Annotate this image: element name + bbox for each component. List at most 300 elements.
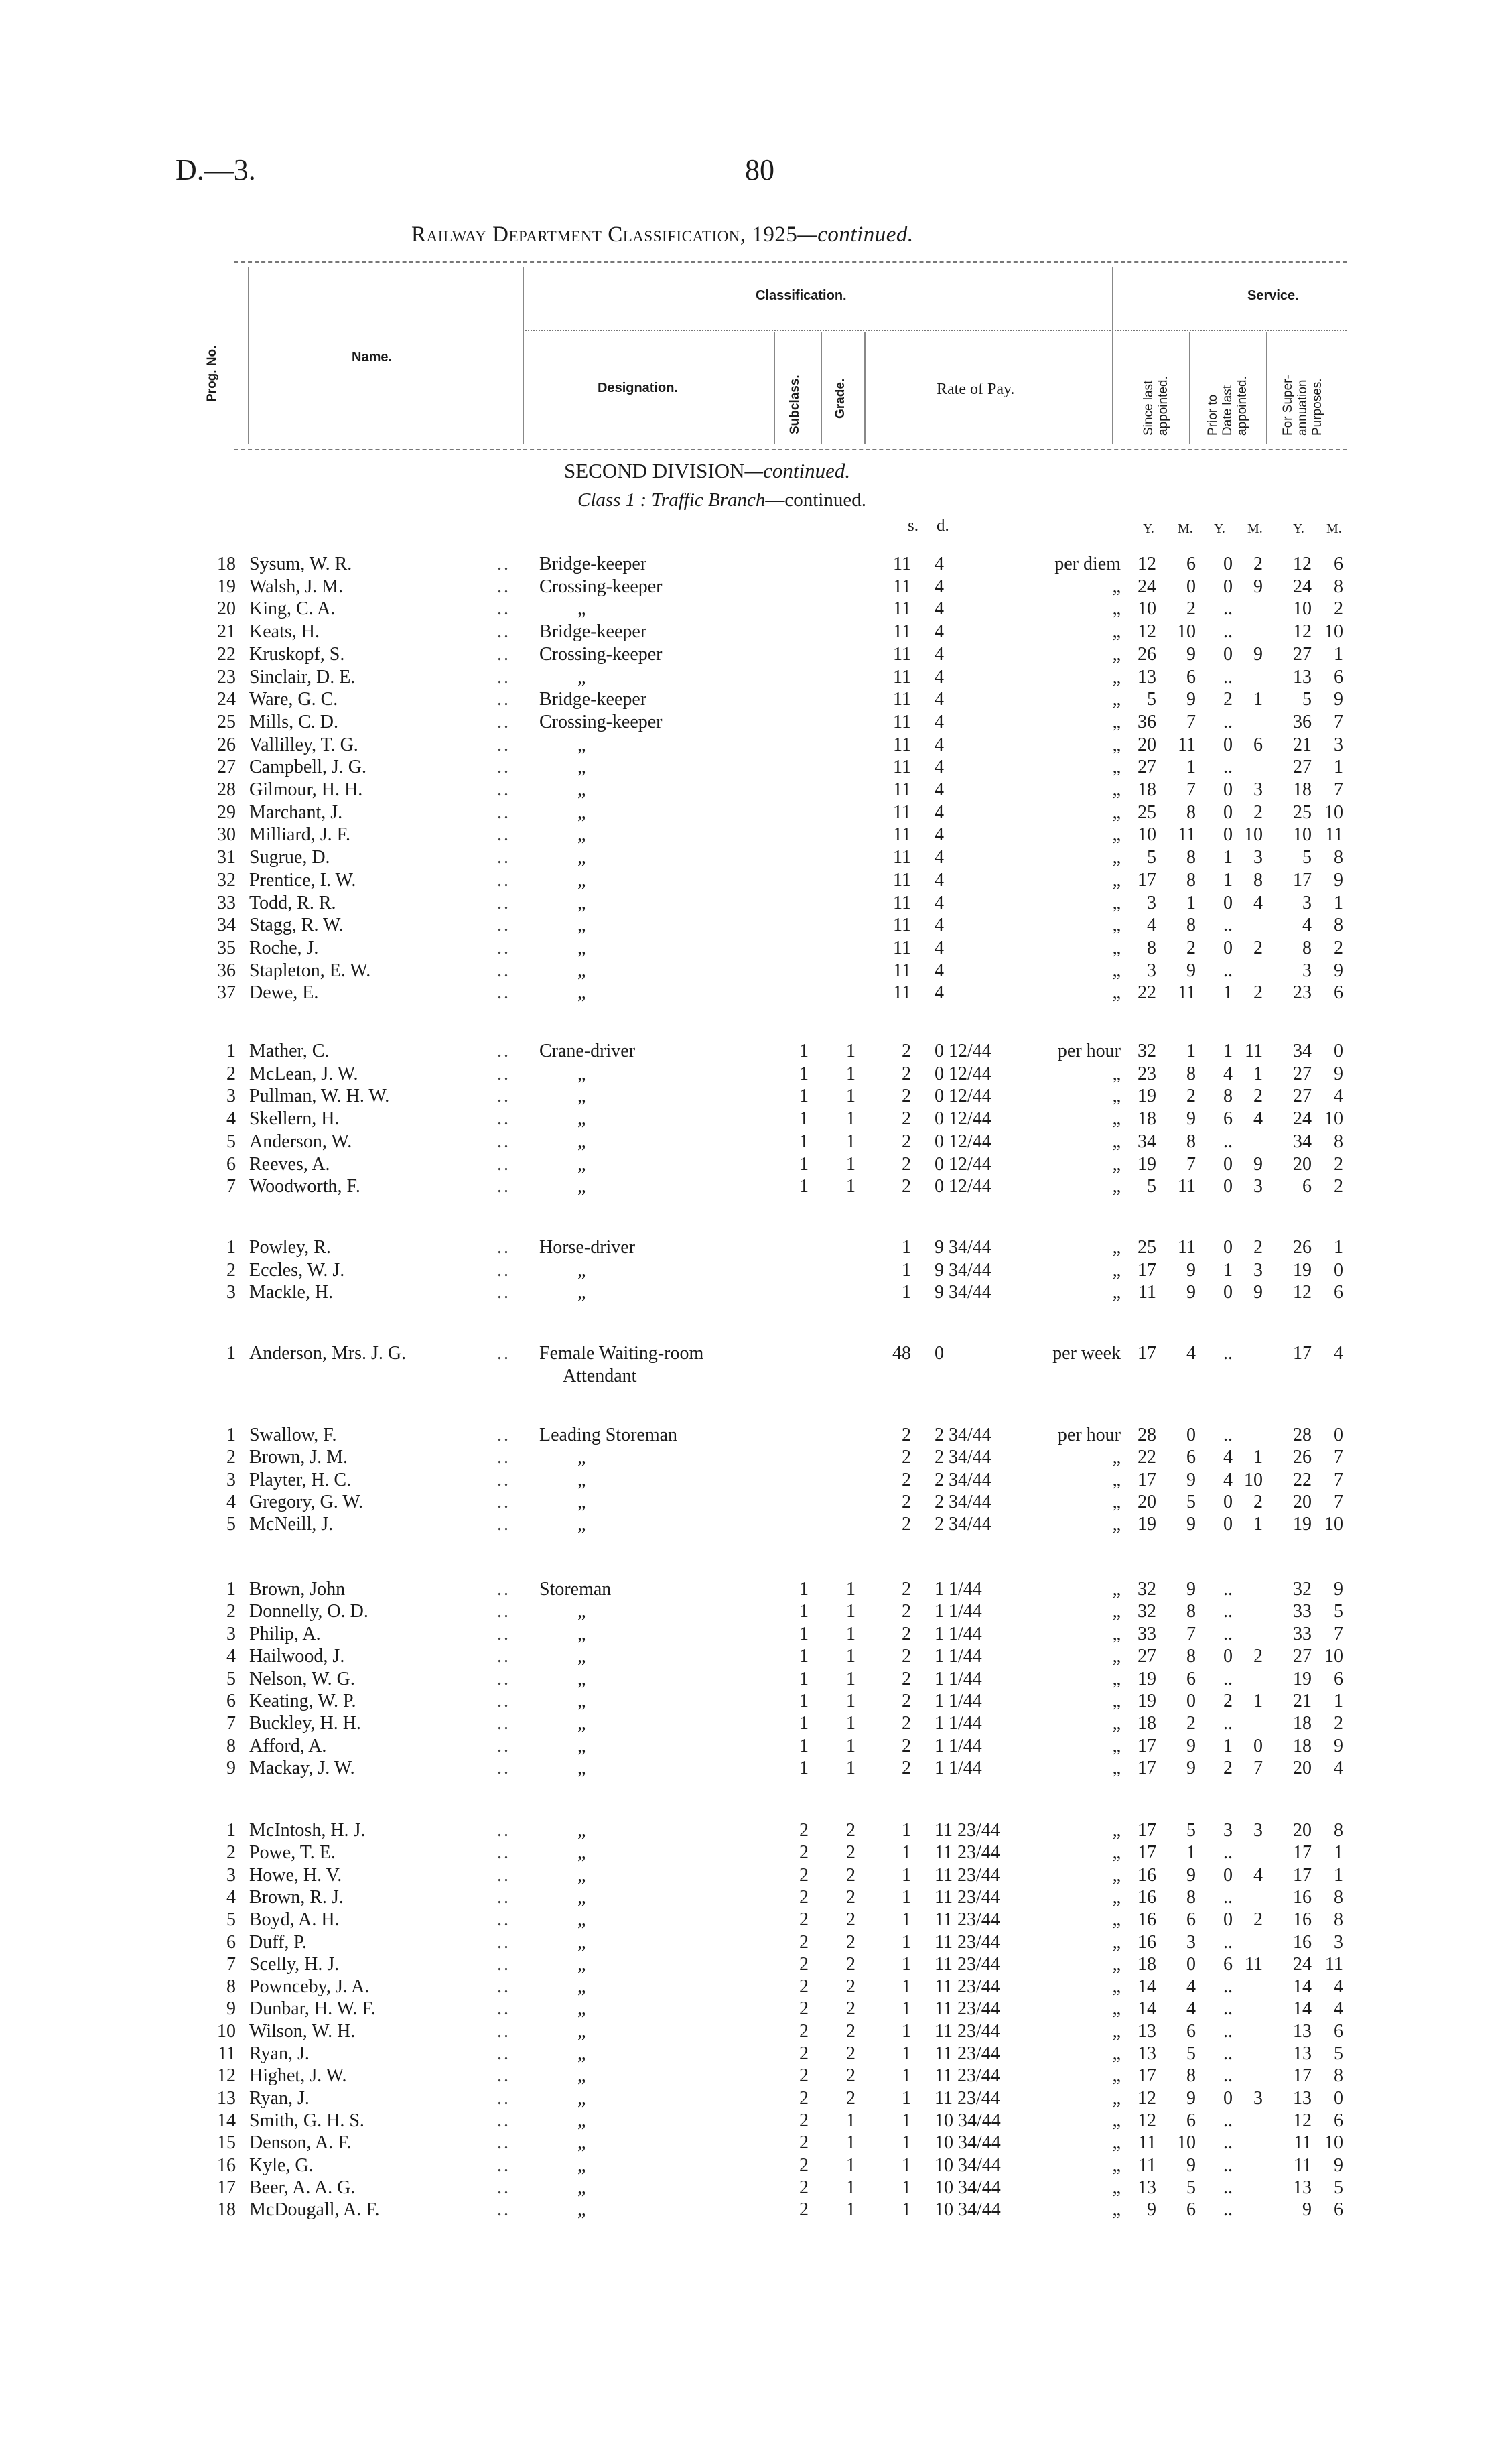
service-prior-months: 1 (1253, 1447, 1263, 1468)
service-prior-months: 3 (1253, 1820, 1263, 1841)
rate-period: „ (1112, 1954, 1121, 1975)
service-superann-years: 21 (1293, 734, 1312, 755)
col-service: Service. (1247, 288, 1299, 303)
service-prior-years: .. (1223, 2177, 1233, 2198)
subclass: 2 (799, 1998, 809, 2019)
service-superann-years: 21 (1293, 1691, 1312, 1711)
designation: „ (577, 1909, 586, 1930)
staff-name: Boyd, A. H. (249, 1909, 340, 1930)
rate-pence: 0 12/44 (935, 1154, 991, 1175)
grade: 1 (846, 2132, 855, 2153)
service-superann-years: 24 (1293, 1954, 1312, 1975)
staff-name: Ryan, J. (249, 2088, 310, 2109)
header-bottom-rule (234, 449, 1347, 450)
service-superann-months: 10 (1324, 1646, 1343, 1667)
service-superann-years: 18 (1293, 779, 1312, 800)
staff-name: Kyle, G. (249, 2155, 314, 2176)
service-since-years: 34 (1138, 1131, 1156, 1152)
leader-dots: .. (497, 689, 510, 710)
rate-pence: 4 (935, 598, 944, 619)
leader-dots: .. (497, 779, 510, 800)
prog-number: 4 (226, 1646, 236, 1667)
service-since-months: 4 (1186, 1998, 1196, 2019)
service-since-months: 7 (1186, 1624, 1196, 1644)
staff-name: Walsh, J. M. (249, 576, 344, 597)
rate-pence: 11 23/44 (935, 1976, 1000, 1997)
service-since-years: 25 (1138, 1237, 1156, 1258)
service-prior-months: 3 (1253, 779, 1263, 800)
service-since-months: 6 (1186, 1909, 1196, 1930)
staff-name: Denson, A. F. (249, 2132, 352, 2153)
service-since-years: 18 (1138, 1954, 1156, 1975)
staff-name: Gregory, G. W. (249, 1492, 364, 1512)
staff-name: Ryan, J. (249, 2043, 310, 2064)
rate-pence: 1 1/44 (935, 1736, 982, 1756)
rate-shillings: 2 (902, 1646, 911, 1667)
designation: „ (577, 1646, 586, 1667)
page-title-suffix: —continued. (797, 222, 914, 247)
leader-dots: .. (497, 1601, 510, 1622)
designation: „ (577, 779, 586, 800)
col-divider (248, 267, 249, 444)
subclass: 1 (799, 1646, 809, 1667)
leader-dots: .. (497, 1909, 510, 1930)
col-divider (1266, 332, 1267, 444)
service-superann-years: 23 (1293, 982, 1312, 1003)
service-since-years: 16 (1138, 1887, 1156, 1908)
service-superann-years: 3 (1302, 893, 1312, 913)
leader-dots: .. (497, 960, 510, 981)
rate-period: „ (1112, 1713, 1121, 1734)
rate-pence: 2 34/44 (935, 1470, 991, 1490)
rate-pence: 10 34/44 (935, 2155, 1001, 2176)
leader-dots: .. (497, 2155, 510, 2176)
designation: „ (577, 960, 586, 981)
service-since-months: 6 (1186, 554, 1196, 574)
service-prior-years: 3 (1223, 1820, 1233, 1841)
leader-dots: .. (497, 915, 510, 935)
service-since-years: 4 (1147, 915, 1156, 935)
col-rate-of-pay: Rate of Pay. (937, 381, 1015, 398)
rate-pence: 0 12/44 (935, 1063, 991, 1084)
service-since-years: 13 (1138, 2021, 1156, 2042)
service-since-months: 11 (1178, 982, 1196, 1003)
service-superann-years: 27 (1293, 1086, 1312, 1106)
rate-pence: 4 (935, 621, 944, 642)
subclass: 1 (799, 1579, 809, 1600)
grade: 1 (846, 1669, 855, 1689)
staff-name: Wilson, W. H. (249, 2021, 356, 2042)
service-superann-months: 6 (1334, 1669, 1343, 1689)
service-superann-months: 8 (1334, 915, 1343, 935)
service-prior-years: .. (1223, 1624, 1233, 1644)
service-since-months: 8 (1186, 2065, 1196, 2086)
staff-name: Beer, A. A. G. (249, 2177, 356, 2198)
service-superann-years: 13 (1293, 2043, 1312, 2064)
service-prior-years: 0 (1223, 802, 1233, 823)
service-since-months: 8 (1186, 1601, 1196, 1622)
prog-number: 3 (226, 1086, 236, 1106)
grade: 2 (846, 1932, 855, 1953)
grade: 1 (846, 1108, 855, 1129)
leader-dots: .. (497, 1282, 510, 1303)
service-superann-months: 1 (1334, 757, 1343, 777)
leader-dots: .. (497, 870, 510, 891)
prog-number: 33 (217, 893, 236, 913)
service-superann-years: 17 (1293, 1865, 1312, 1886)
designation: Crane-driver (539, 1041, 636, 1061)
service-prior-months: 3 (1253, 2088, 1263, 2109)
service-prior-years: .. (1223, 2199, 1233, 2220)
subclass: 2 (799, 2088, 809, 2109)
rate-pence: 0 12/44 (935, 1176, 991, 1197)
service-superann-months: 5 (1334, 2177, 1343, 2198)
grade: 1 (846, 2155, 855, 2176)
rate-shillings: 11 (893, 712, 911, 732)
service-superann-months: 10 (1324, 1108, 1343, 1129)
service-since-months: 11 (1178, 1176, 1196, 1197)
rate-shillings: 11 (893, 554, 911, 574)
service-superann-years: 13 (1293, 2088, 1312, 2109)
prog-number: 4 (226, 1887, 236, 1908)
rate-pence: 4 (935, 847, 944, 868)
service-superann-months: 8 (1334, 847, 1343, 868)
service-since-months: 6 (1186, 667, 1196, 688)
rate-pence: 4 (935, 960, 944, 981)
rate-pence: 11 23/44 (935, 2065, 1000, 2086)
designation: „ (577, 937, 586, 958)
service-superann-years: 25 (1293, 802, 1312, 823)
subclass: 1 (799, 1601, 809, 1622)
designation: „ (577, 598, 586, 619)
unit-months: M. (1326, 521, 1342, 536)
staff-name: Philip, A. (249, 1624, 321, 1644)
service-prior-months: 11 (1245, 1954, 1263, 1975)
designation: „ (577, 1131, 586, 1152)
designation: „ (577, 2065, 586, 2086)
rate-period: „ (1112, 1176, 1121, 1197)
service-since-years: 17 (1138, 1470, 1156, 1490)
service-prior-years: .. (1223, 1713, 1233, 1734)
service-superann-years: 17 (1293, 2065, 1312, 2086)
service-prior-years: .. (1223, 2155, 1233, 2176)
staff-name: Scelly, H. J. (249, 1954, 340, 1975)
service-superann-years: 16 (1293, 1887, 1312, 1908)
service-since-months: 10 (1177, 2132, 1196, 2153)
staff-name: Sinclair, D. E. (249, 667, 356, 688)
service-superann-months: 1 (1334, 644, 1343, 665)
staff-name: Anderson, W. (249, 1131, 352, 1152)
service-superann-months: 8 (1334, 1909, 1343, 1930)
service-superann-years: 34 (1293, 1041, 1312, 1061)
service-superann-months: 6 (1334, 667, 1343, 688)
service-prior-months: 2 (1253, 1646, 1263, 1667)
service-since-months: 9 (1186, 644, 1196, 665)
service-prior-years: 1 (1223, 847, 1233, 868)
staff-name: Stapleton, E. W. (249, 960, 371, 981)
service-superann-years: 22 (1293, 1470, 1312, 1490)
service-prior-years: 0 (1223, 554, 1233, 574)
service-superann-years: 24 (1293, 1108, 1312, 1129)
rate-period: „ (1112, 757, 1121, 777)
service-since-years: 18 (1138, 1108, 1156, 1129)
service-prior-years: .. (1223, 1932, 1233, 1953)
service-superann-months: 0 (1334, 1260, 1343, 1281)
service-prior-months: 4 (1253, 1108, 1263, 1129)
prog-number: 9 (226, 1998, 236, 2019)
prog-number: 16 (217, 2155, 236, 2176)
rate-pence: 1 1/44 (935, 1713, 982, 1734)
rate-shillings: 1 (902, 1865, 911, 1886)
rate-period: „ (1112, 1669, 1121, 1689)
grade: 1 (846, 1063, 855, 1084)
prog-number: 2 (226, 1260, 236, 1281)
staff-name: Donnelly, O. D. (249, 1601, 368, 1622)
service-prior-years: 4 (1223, 1470, 1233, 1490)
prog-number: 10 (217, 2021, 236, 2042)
rate-period: „ (1112, 870, 1121, 891)
service-superann-months: 3 (1334, 1932, 1343, 1953)
rate-period: „ (1112, 802, 1121, 823)
rate-shillings: 1 (902, 2021, 911, 2042)
leader-dots: .. (497, 1758, 510, 1778)
service-superann-months: 0 (1334, 1425, 1343, 1445)
prog-number: 8 (226, 1976, 236, 1997)
prog-number: 5 (226, 1131, 236, 1152)
designation: „ (577, 1470, 586, 1490)
subclass: 2 (799, 1909, 809, 1930)
prog-number: 11 (218, 2043, 236, 2064)
designation: „ (577, 2021, 586, 2042)
designation: „ (577, 2177, 586, 2198)
rate-period: „ (1112, 1108, 1121, 1129)
grade: 1 (846, 1176, 855, 1197)
rate-period: „ (1112, 1237, 1121, 1258)
designation: „ (577, 667, 586, 688)
service-superann-months: 7 (1334, 1624, 1343, 1644)
col-grade: Grade. (833, 378, 847, 419)
col-divider (774, 332, 775, 444)
unit-pence: d. (937, 517, 949, 535)
rate-shillings: 48 (892, 1343, 911, 1364)
staff-name: Reeves, A. (249, 1154, 330, 1175)
service-prior-years: 2 (1223, 689, 1233, 710)
service-superann-years: 17 (1293, 1842, 1312, 1863)
staff-name: Pullman, W. H. W. (249, 1086, 390, 1106)
service-since-months: 7 (1186, 1154, 1196, 1175)
rate-period: „ (1112, 1131, 1121, 1152)
designation: „ (577, 1063, 586, 1084)
service-superann-years: 24 (1293, 576, 1312, 597)
rate-period: per hour (1057, 1041, 1121, 1061)
service-prior-years: .. (1223, 1579, 1233, 1600)
prog-number: 8 (226, 1736, 236, 1756)
service-since-months: 9 (1186, 1108, 1196, 1129)
service-superann-years: 14 (1293, 1976, 1312, 1997)
service-superann-years: 18 (1293, 1736, 1312, 1756)
rate-pence: 2 34/44 (935, 1447, 991, 1468)
rate-pence: 4 (935, 712, 944, 732)
service-prior-months: 2 (1253, 1909, 1263, 1930)
leader-dots: .. (497, 1108, 510, 1129)
rate-shillings: 11 (893, 734, 911, 755)
service-superann-months: 9 (1334, 870, 1343, 891)
service-superann-years: 28 (1293, 1425, 1312, 1445)
leader-dots: .. (497, 667, 510, 688)
rate-pence: 4 (935, 667, 944, 688)
staff-name: Keating, W. P. (249, 1691, 356, 1711)
designation: „ (577, 1601, 586, 1622)
service-prior-years: .. (1223, 1976, 1233, 1997)
service-since-years: 28 (1138, 1425, 1156, 1445)
service-since-years: 22 (1138, 982, 1156, 1003)
subclass: 2 (799, 1820, 809, 1841)
rate-period: „ (1112, 1579, 1121, 1600)
service-prior-years: .. (1223, 757, 1233, 777)
rate-pence: 1 1/44 (935, 1758, 982, 1778)
leader-dots: .. (497, 824, 510, 845)
service-since-years: 18 (1138, 779, 1156, 800)
subclass: 2 (799, 2199, 809, 2220)
service-superann-months: 1 (1334, 1842, 1343, 1863)
leader-dots: .. (497, 1887, 510, 1908)
staff-name: Brown, John (249, 1579, 346, 1600)
service-prior-years: 4 (1223, 1447, 1233, 1468)
service-since-years: 11 (1138, 2155, 1156, 2176)
service-prior-years: 2 (1223, 1758, 1233, 1778)
service-since-years: 19 (1138, 1691, 1156, 1711)
rate-period: „ (1112, 2043, 1121, 2064)
designation-line2: Attendant (563, 1366, 637, 1386)
designation: „ (577, 1154, 586, 1175)
staff-name: Roche, J. (249, 937, 319, 958)
rate-shillings: 11 (893, 824, 911, 845)
rate-shillings: 11 (893, 870, 911, 891)
service-superann-years: 33 (1293, 1624, 1312, 1644)
service-prior-years: 0 (1223, 893, 1233, 913)
rate-period: „ (1112, 576, 1121, 597)
staff-name: Buckley, H. H. (249, 1713, 361, 1734)
designation: „ (577, 1932, 586, 1953)
rate-period: „ (1112, 1601, 1121, 1622)
subclass: 2 (799, 2132, 809, 2153)
leader-dots: .. (497, 847, 510, 868)
service-since-months: 8 (1186, 1131, 1196, 1152)
leader-dots: .. (497, 2065, 510, 2086)
unit-years: Y. (1143, 521, 1154, 536)
rate-shillings: 11 (893, 598, 911, 619)
service-since-years: 20 (1138, 734, 1156, 755)
designation: „ (577, 757, 586, 777)
service-superann-months: 0 (1334, 1041, 1343, 1061)
service-since-years: 16 (1138, 1932, 1156, 1953)
service-prior-years: 0 (1223, 1176, 1233, 1197)
rate-pence: 11 23/44 (935, 2088, 1000, 2109)
designation: „ (577, 2155, 586, 2176)
rate-shillings: 2 (902, 1624, 911, 1644)
rate-shillings: 2 (902, 1086, 911, 1106)
staff-name: Mackle, H. (249, 1282, 334, 1303)
subclass: 1 (799, 1063, 809, 1084)
leader-dots: .. (497, 2043, 510, 2064)
leader-dots: .. (497, 1669, 510, 1689)
prog-number: 34 (217, 915, 236, 935)
rate-shillings: 1 (902, 1842, 911, 1863)
staff-name: Stagg, R. W. (249, 915, 344, 935)
rate-period: „ (1112, 712, 1121, 732)
designation: „ (577, 1282, 586, 1303)
service-prior-months: 1 (1253, 1063, 1263, 1084)
rate-pence: 11 23/44 (935, 1932, 1000, 1953)
staff-name: Kruskopf, S. (249, 644, 345, 665)
prog-number: 1 (226, 1820, 236, 1841)
service-superann-months: 4 (1334, 1758, 1343, 1778)
service-prior-months: 8 (1253, 870, 1263, 891)
grade: 1 (846, 1736, 855, 1756)
service-since-years: 17 (1138, 1820, 1156, 1841)
rate-shillings: 2 (902, 1669, 911, 1689)
prog-number: 12 (217, 2065, 236, 2086)
rate-period: „ (1112, 621, 1121, 642)
service-superann-months: 4 (1334, 1086, 1343, 1106)
rate-pence: 11 23/44 (935, 1865, 1000, 1886)
grade: 2 (846, 1887, 855, 1908)
service-since-years: 17 (1138, 2065, 1156, 2086)
rate-shillings: 2 (902, 1447, 911, 1468)
designation: „ (577, 1865, 586, 1886)
rate-pence: 10 34/44 (935, 2110, 1001, 2131)
service-superann-years: 34 (1293, 1131, 1312, 1152)
grade: 1 (846, 2177, 855, 2198)
service-superann-years: 16 (1293, 1932, 1312, 1953)
rate-shillings: 1 (902, 1260, 911, 1281)
service-superann-years: 13 (1293, 2021, 1312, 2042)
leader-dots: .. (497, 1842, 510, 1863)
rate-period: „ (1112, 1865, 1121, 1886)
service-since-years: 12 (1138, 554, 1156, 574)
rate-shillings: 2 (902, 1691, 911, 1711)
branch-label: Traffic Branch (651, 489, 766, 511)
designation: „ (577, 870, 586, 891)
prog-number: 18 (217, 2199, 236, 2220)
prog-number: 25 (217, 712, 236, 732)
service-since-years: 17 (1138, 1758, 1156, 1778)
service-superann-years: 12 (1293, 554, 1312, 574)
service-superann-months: 2 (1334, 1713, 1343, 1734)
designation: „ (577, 2043, 586, 2064)
subclass: 2 (799, 2177, 809, 2198)
prog-number: 19 (217, 576, 236, 597)
service-superann-months: 7 (1334, 1492, 1343, 1512)
service-prior-years: 0 (1223, 1282, 1233, 1303)
service-since-years: 27 (1138, 1646, 1156, 1667)
service-superann-months: 6 (1334, 982, 1343, 1003)
subclass: 1 (799, 1086, 809, 1106)
subclass: 2 (799, 2043, 809, 2064)
service-since-years: 11 (1138, 1282, 1156, 1303)
service-since-months: 6 (1186, 2021, 1196, 2042)
subclass: 2 (799, 2021, 809, 2042)
service-superann-months: 2 (1334, 937, 1343, 958)
rate-pence: 0 12/44 (935, 1131, 991, 1152)
service-prior-months: 4 (1253, 893, 1263, 913)
rate-pence: 9 34/44 (935, 1260, 991, 1281)
grade: 2 (846, 1976, 855, 1997)
designation: Storeman (539, 1579, 612, 1600)
prog-number: 7 (226, 1954, 236, 1975)
rate-pence: 1 1/44 (935, 1624, 982, 1644)
designation: „ (577, 1976, 586, 1997)
